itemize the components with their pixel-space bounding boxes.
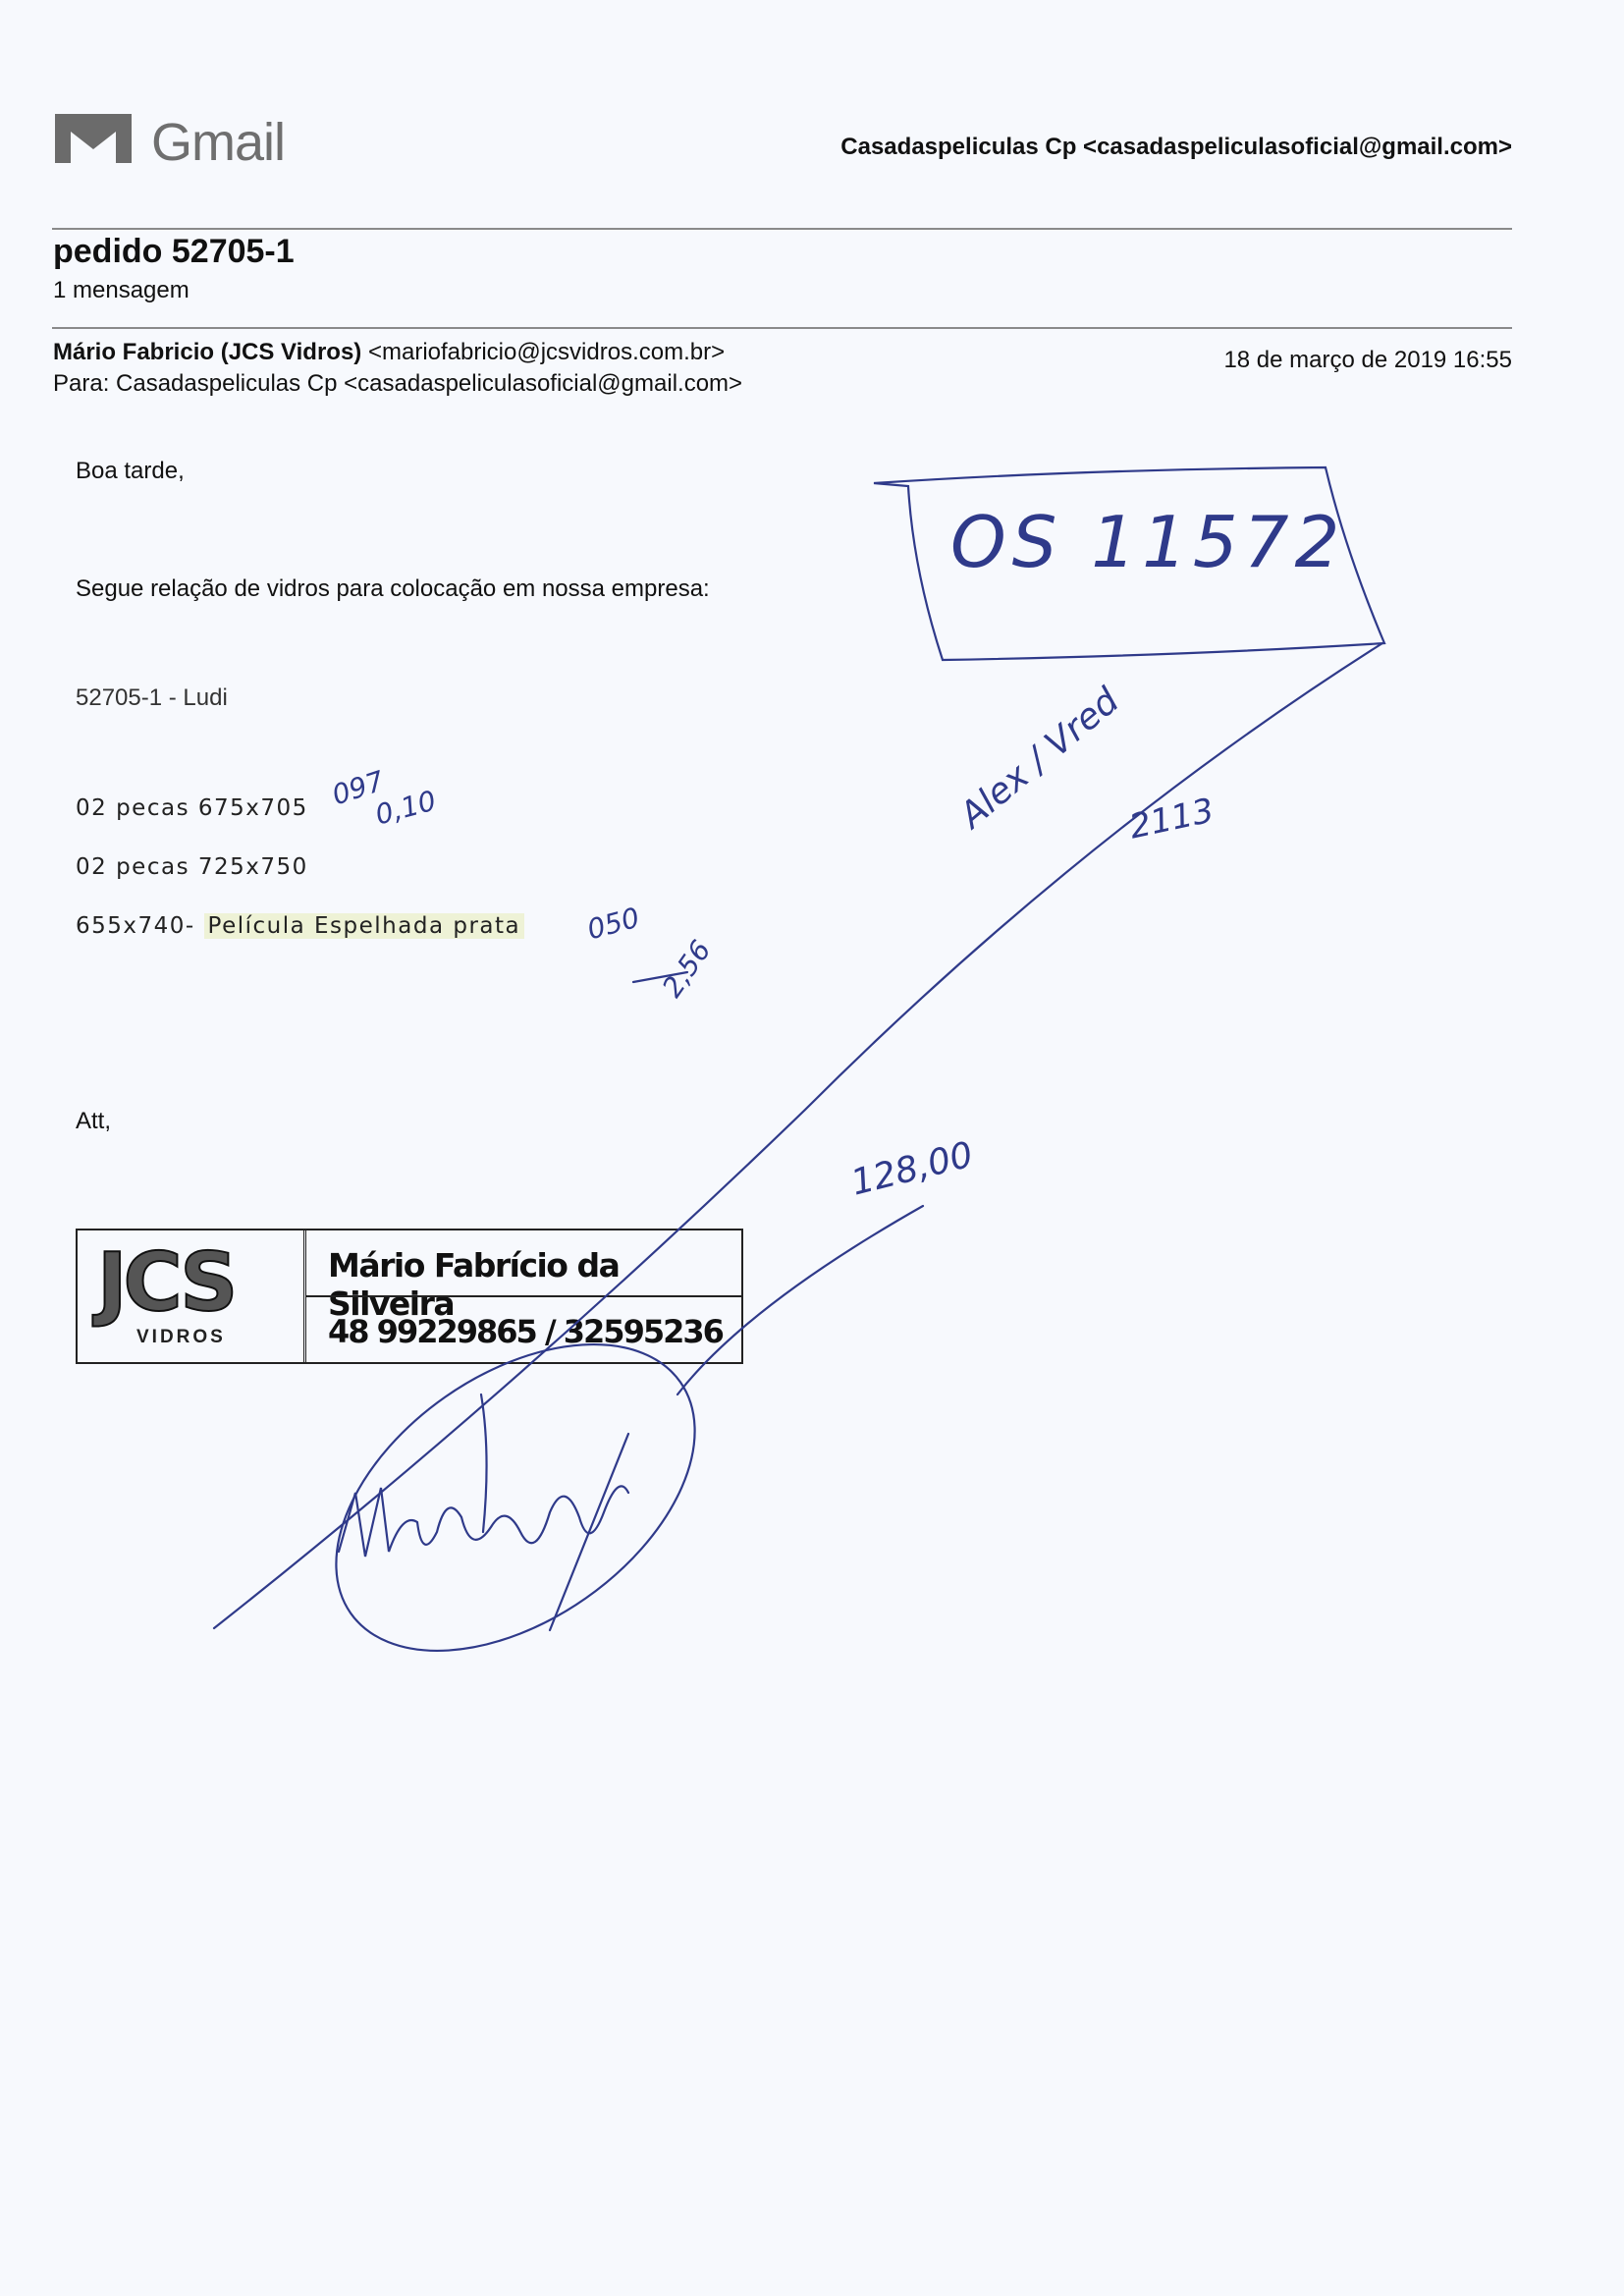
closing: Att,: [76, 1108, 112, 1134]
signature-name: Mário Fabrício da Silveira: [328, 1246, 620, 1323]
account-email: Casadaspeliculas Cp <casadaspeliculasoficial@gmail.com>: [840, 134, 1512, 160]
signature-oval: [280, 1282, 750, 1714]
signature-phone: 48 99229865 / 32595236: [328, 1313, 723, 1350]
handwritten-os-number: OS 11572: [950, 501, 1346, 583]
intro-text: Segue relação de vidros para colocação em nossa empresa:: [76, 575, 710, 602]
handwritten-note-010: 0,10: [371, 784, 440, 832]
message-date: 18 de março de 2019 16:55: [1223, 347, 1512, 373]
handwritten-total: 128,00: [846, 1134, 978, 1204]
message-count: 1 mensagem: [53, 277, 189, 303]
signature-stroke-a: [481, 1394, 487, 1532]
sender-name: Mário Fabricio (JCS Vidros): [53, 339, 362, 365]
sender-email: <mariofabricio@jcsvidros.com.br>: [367, 339, 726, 365]
greeting: Boa tarde,: [76, 458, 185, 484]
handwritten-note-256: 2,56: [655, 934, 718, 1004]
total-stroke: [677, 1206, 923, 1394]
signature-stroke-b: [550, 1434, 628, 1630]
handwritten-note-050: 050: [583, 901, 643, 947]
order-reference: 52705-1 - Ludi: [76, 684, 228, 711]
handwritten-note-2113: 2113: [1125, 791, 1218, 847]
order-line-3-size: 655x740-: [76, 913, 195, 939]
recipient: Para: Casadaspeliculas Cp <casadaspeliculasoficial@gmail.com>: [53, 370, 743, 397]
jcs-logo-subtitle: VIDROS: [136, 1327, 226, 1347]
handwritten-note-097: 097: [328, 764, 389, 812]
gmail-wordmark: Gmail: [151, 113, 286, 172]
email-subject: pedido 52705-1: [53, 233, 295, 270]
order-line-2: 02 pecas 725x750: [76, 854, 308, 880]
order-line-1: 02 pecas 675x705: [76, 795, 308, 821]
jcs-logo-text: JCS: [97, 1236, 235, 1330]
order-line-3-product: Película Espelhada prata: [204, 913, 525, 939]
handwritten-note-alex: Alex / Vred: [952, 681, 1127, 837]
